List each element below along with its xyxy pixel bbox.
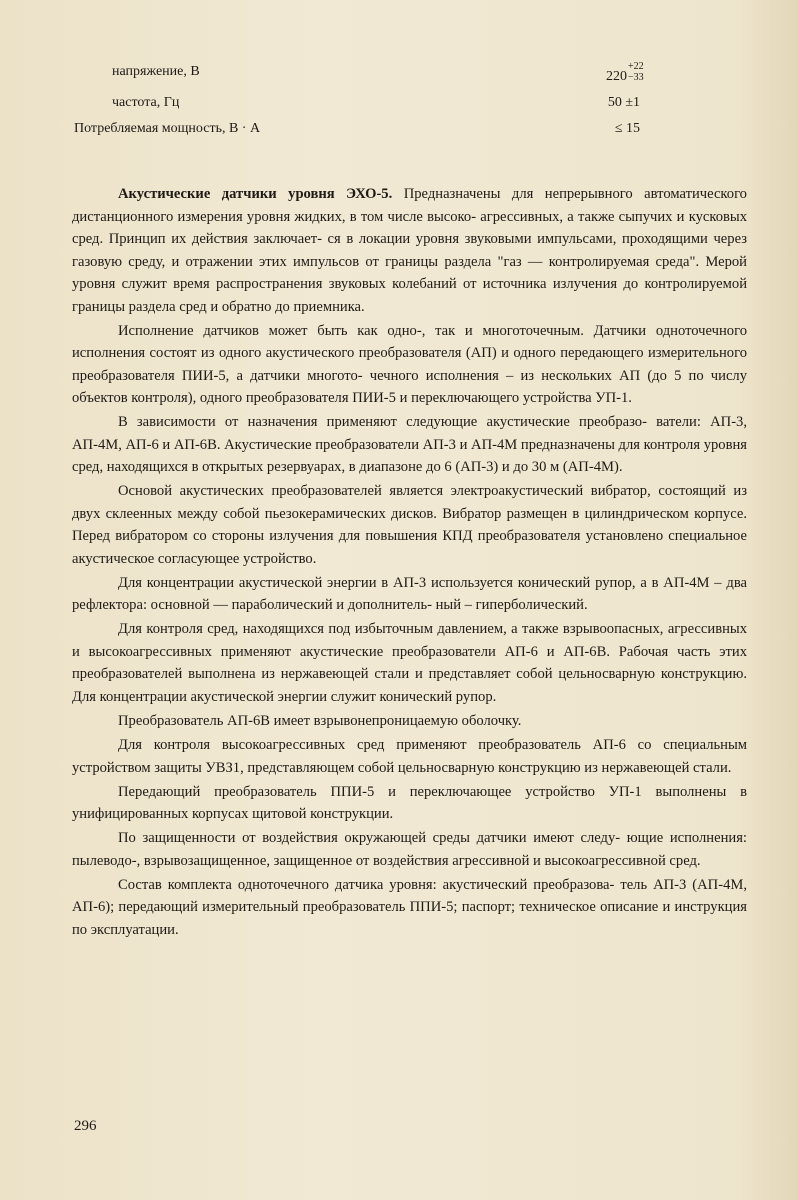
spec-row-voltage xyxy=(0,61,798,86)
page-number: 296 xyxy=(74,1118,97,1134)
paragraph: Для концентрации акустической энергии в АП-3 используется конический рупор, а в АП-4М – два рефлектора: основной — параболический и дополнитель- ный – гиперболический. xyxy=(72,574,747,614)
paragraph: Основой акустических преобразователей является электроакустический вибратор, состоящий из двух склеенных между собой пьезокерамических дисков. Вибратор размещен в цилиндрическом корпусе. Перед вибратором со стороны излучения для повышения КПД преобразователя установлено специальное акустическое согласующее устройство. xyxy=(72,483,747,567)
spec-label: Потребляемая мощность, В · А xyxy=(74,121,261,136)
paragraph: Состав комплекта одноточечного датчика уровня: акустический преобразова- тель АП-3 (АП-4М, АП-6); передающий измерительный преобразователь ППИ-5; паспорт; техническое описание и инструкция по эксплуатации. xyxy=(72,876,747,938)
paragraph: Для контроля высокоагрессивных сред применяют преобразователь АП-6 со специальным устройством защиты УВЗ1, представляющем собой цельносварную конструкцию из нержавеющей стали. xyxy=(72,737,747,776)
paragraph: Акустические датчики уровня ЭХО-5. Предназначены для непрерывного автоматического дистанционного измерения уровня жидких, в том числе высоко- агрессивных, а также сыпучих и кусковых сред. Принцип их действия заключает- ся в локации уровня звуковыми импульсами, проходящими через газовую среду, и отражении этих импульсов от границы раздела "газ — контролируемая среда". Мерой уровня служит время распространения звуковых колебаний от источника излучения до контролируемой границы раздела сред и обратно до приемника. xyxy=(72,186,747,315)
spec-value: 50 ±1 xyxy=(607,95,640,110)
paragraph: В зависимости от назначения применяют следующие акустические преобразо- ватели: АП-3, АП-4М, АП-6 и АП-6В. Акустические преобразователи АП-3 и АП-4М предназначены для контроля уровня сред, находящихся в открытых резервуарах, в диапазоне до 6 (АП-3) и до 30 м (АП-4М). xyxy=(72,414,747,476)
body-text xyxy=(72,183,747,943)
paragraph: Преобразователь АП-6В имеет взрывонепроницаемую оболочку. xyxy=(118,713,522,730)
spec-row-frequency xyxy=(0,95,798,117)
tolerance: +22 −33 xyxy=(628,61,644,83)
paragraph: Исполнение датчиков может быть как одно-, так и многоточечным. Датчики одноточечного исполнения состоят из одного акустического преобразователя (АП) и одного передающего измерительного преобразователя ПИИ-5, а датчики многото- чечного исполнения – из нескольких АП (до 5 по числу объектов контроля), одного преобразователя ПИИ-5 и переключающего устройства УП-1. xyxy=(72,322,747,407)
spec-value: 220 +22 −33 xyxy=(606,61,644,84)
section-heading: Акустические датчики уровня ЭХО-5. xyxy=(118,186,393,202)
paragraph: Для контроля сред, находящихся под избыточным давлением, а также взрывоопасных, агрессивных и высокоагрессивных применяют акустические преобразователи АП-6 и АП-6В. Рабочая часть этих преобразователей выполнена из нержавеющей стали и представляет собой цельносварную конструкцию. Для концентрации акустической энергии служит конический рупор. xyxy=(72,621,747,705)
paragraph: Передающий преобразователь ППИ-5 и переключающее устройство УП-1 выполнены в унифицированных корпусах щитовой конструкции. xyxy=(72,783,747,823)
spec-value: ≤ 15 xyxy=(614,121,640,136)
paragraph: По защищенности от воздействия окружающей среды датчики имеют следу- ющие исполнения: пылеводо-, взрывозащищенное, защищенное от воздействия агрессивной и высокоагрессивной сред. xyxy=(72,830,747,869)
spec-label: напряжение, В xyxy=(112,64,200,79)
spec-label: частота, Гц xyxy=(112,95,180,110)
spec-row-power xyxy=(0,121,798,143)
